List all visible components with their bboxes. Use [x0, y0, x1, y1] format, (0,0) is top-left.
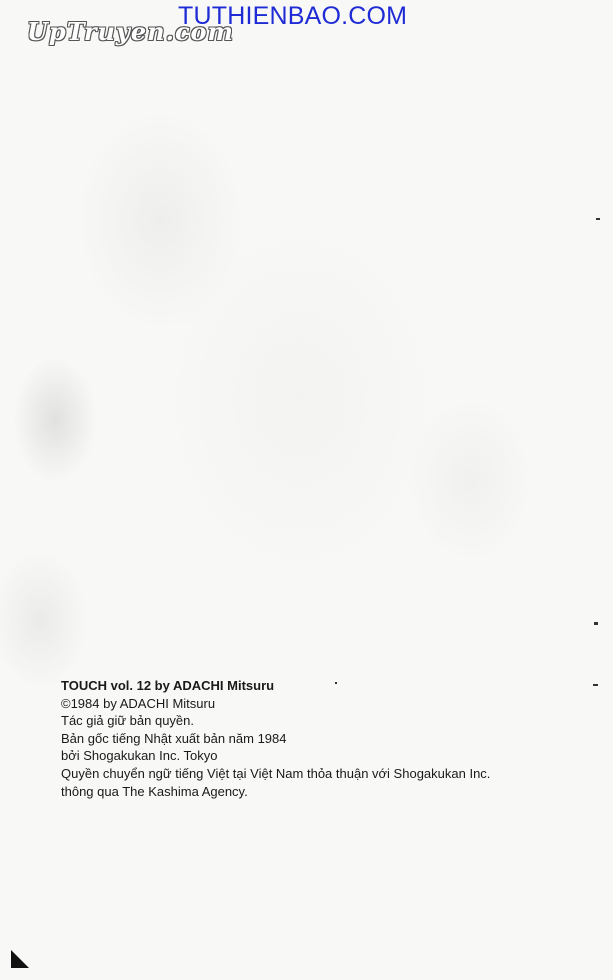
watermark-logo: UpTruyen.com	[27, 17, 234, 46]
edge-mark	[594, 622, 598, 625]
edge-mark	[593, 684, 598, 686]
watermark-site-url: TUTHIENBAO.COM	[178, 2, 408, 30]
credits-original-edition: Bản gốc tiếng Nhật xuất bản năm 1984	[61, 730, 287, 746]
corner-triangle-mark	[11, 950, 29, 968]
credits-copyright: ©1984 by ADACHI Mitsuru	[61, 695, 216, 711]
edge-mark	[335, 682, 337, 684]
copyright-credits	[61, 677, 591, 800]
credits-translation-rights: Quyền chuyển ngữ tiếng Việt tại Việt Nam thỏa thuận với Shogakukan Inc.	[61, 765, 491, 781]
edge-mark	[596, 218, 600, 220]
credits-title: TOUCH vol. 12 by ADACHI Mitsuru	[61, 678, 275, 693]
credits-rights: Tác giả giữ bản quyền.	[61, 713, 195, 729]
credits-agency: thông qua The Kashima Agency.	[61, 783, 248, 799]
credits-publisher: bởi Shogakukan Inc. Tokyo	[61, 748, 218, 764]
